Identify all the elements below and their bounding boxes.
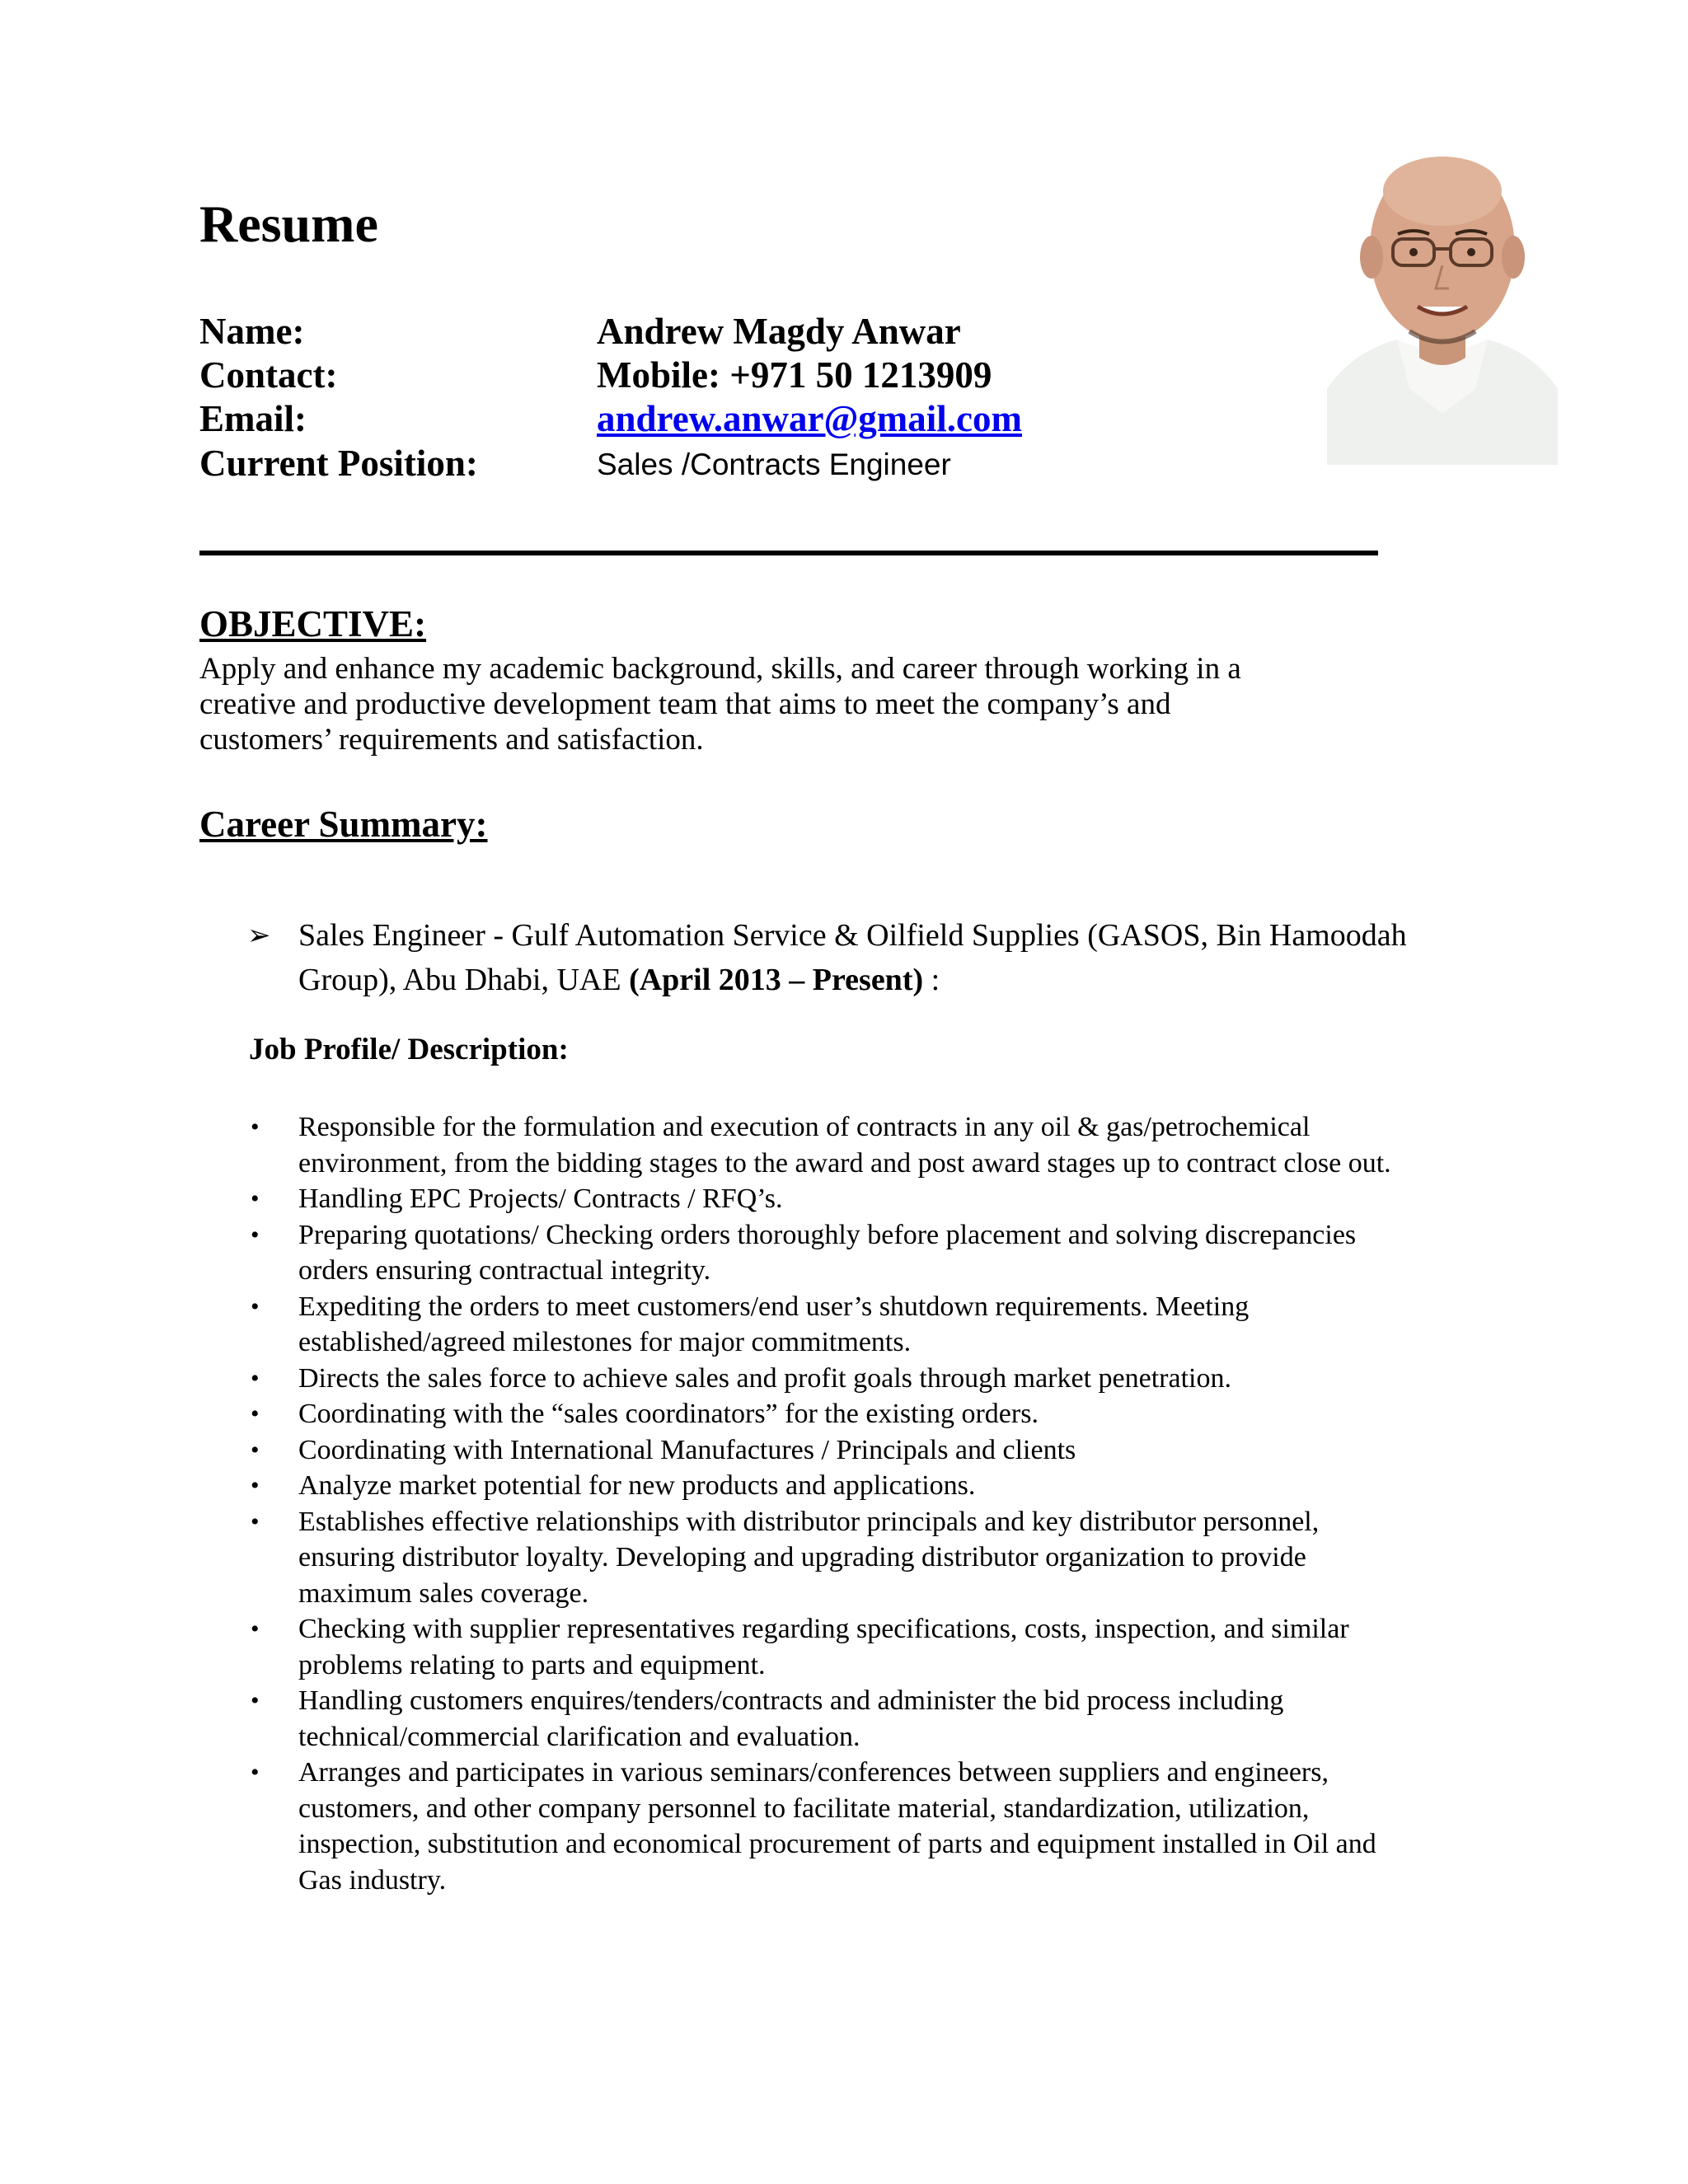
bullet-icon: •: [251, 1687, 260, 1714]
bullet-icon: •: [251, 1507, 260, 1535]
career-summary-heading: Career Summary:: [199, 804, 488, 845]
duty-line: Establishes effective relationships with distributor principals and key distributor personnel,: [298, 1506, 1320, 1537]
bullet-icon: •: [251, 1221, 260, 1249]
contact-value: Mobile: +971 50 1213909: [597, 354, 992, 396]
duty-item: [247, 1181, 1500, 1217]
duty-item: [247, 1504, 1500, 1612]
duties-list: [247, 1109, 1500, 1898]
career-entry-line2: Group), Abu Dhabi, UAE: [298, 963, 630, 997]
duty-item: [247, 1683, 1500, 1755]
duty-item: [247, 1432, 1500, 1469]
bullet-icon: •: [251, 1436, 260, 1464]
bullet-icon: •: [251, 1292, 260, 1320]
bullet-icon: •: [251, 1185, 260, 1212]
career-entry-line1: Sales Engineer - Gulf Automation Service & Oilfield Supplies (GASOS, Bin Hamoodah: [298, 918, 1407, 953]
career-entry-text: [298, 913, 1518, 1002]
email-label: Email:: [199, 398, 307, 439]
duty-line: Handling EPC Projects/ Contracts / RFQ’s.: [298, 1183, 783, 1214]
bullet-icon: •: [251, 1472, 260, 1499]
bullet-icon: •: [251, 1759, 260, 1786]
duty-line: established/agreed milestones for major commitments.: [298, 1327, 912, 1357]
objective-line: Apply and enhance my academic background, skills, and career through working in a: [199, 652, 1241, 686]
bullet-icon: •: [251, 1615, 260, 1643]
duty-line: inspection, substitution and economical procurement of parts and equipment installed in Oil and: [298, 1829, 1376, 1859]
duty-item: [247, 1217, 1500, 1289]
objective-line: customers’ requirements and satisfaction.: [199, 723, 704, 757]
job-profile-heading: Job Profile/ Description:: [249, 1033, 569, 1066]
duty-line: Coordinating with the “sales coordinators” for the existing orders.: [298, 1399, 1039, 1429]
duty-line: ensuring distributor loyalty. Developing and upgrading distributor organization to provide: [298, 1542, 1306, 1572]
duty-line: Coordinating with International Manufactures / Principals and clients: [298, 1434, 1076, 1465]
duty-item: [247, 1396, 1500, 1432]
duty-line: Handling customers enquires/tenders/contracts and administer the bid process including: [298, 1685, 1284, 1716]
bullet-icon: •: [251, 1364, 260, 1392]
duty-item: [247, 1611, 1500, 1683]
duty-line: Expediting the orders to meet customers/end user’s shutdown requirements. Meeting: [298, 1291, 1250, 1322]
duty-line: Gas industry.: [298, 1864, 447, 1896]
duty-line: Directs the sales force to achieve sales and profit goals through market penetration.: [298, 1362, 1231, 1394]
duty-line: problems relating to parts and equipment.: [298, 1649, 766, 1680]
objective-line: creative and productive development team that aims to meet the company’s and: [199, 687, 1171, 721]
header-divider: [199, 551, 1378, 555]
name-value: Andrew Magdy Anwar: [597, 311, 961, 352]
arrow-bullet-icon: ➢: [247, 919, 271, 952]
career-entry-suffix: :: [923, 963, 940, 997]
duty-line: Arranges and participates in various seminars/conferences between suppliers and engineers,: [298, 1757, 1329, 1788]
duty-line: technical/commercial clarification and evaluation.: [298, 1721, 860, 1752]
duty-line: Preparing quotations/ Checking orders thoroughly before placement and solving discrepancies: [298, 1219, 1357, 1250]
duty-line: environment, from the bidding stages to the award and post award stages up to contract close out.: [298, 1147, 1391, 1179]
duty-line: orders ensuring contractual integrity.: [298, 1255, 711, 1286]
duty-item: [247, 1468, 1500, 1504]
profile-photo: [1327, 142, 1558, 465]
page-title: Resume: [199, 194, 378, 253]
bullet-icon: •: [251, 1400, 260, 1427]
duty-item: [247, 1289, 1500, 1361]
duty-line: customers, and other company personnel to facilitate material, standardization, utilization,: [298, 1793, 1310, 1824]
email-link[interactable]: andrew.anwar@gmail.com: [597, 398, 1023, 439]
duty-item: [247, 1109, 1500, 1181]
duty-item: [247, 1361, 1500, 1397]
career-entry-period: (April 2013 – Present): [629, 963, 924, 997]
duty-line: Checking with supplier representatives regarding specifications, costs, inspection, and similar: [298, 1614, 1349, 1644]
duty-line: Responsible for the formulation and execution of contracts in any oil & gas/petrochemical: [298, 1112, 1311, 1142]
position-value: Sales /Contracts Engineer: [597, 448, 951, 481]
duty-item: [247, 1755, 1500, 1898]
contact-label: Contact:: [199, 354, 338, 396]
objective-text: [199, 651, 1485, 757]
position-label: Current Position:: [199, 443, 478, 484]
objective-heading: OBJECTIVE:: [199, 603, 427, 644]
duty-line: maximum sales coverage.: [298, 1577, 589, 1609]
name-label: Name:: [199, 311, 305, 352]
bullet-icon: •: [251, 1113, 260, 1141]
duty-line: Analyze market potential for new products and applications.: [298, 1470, 976, 1501]
